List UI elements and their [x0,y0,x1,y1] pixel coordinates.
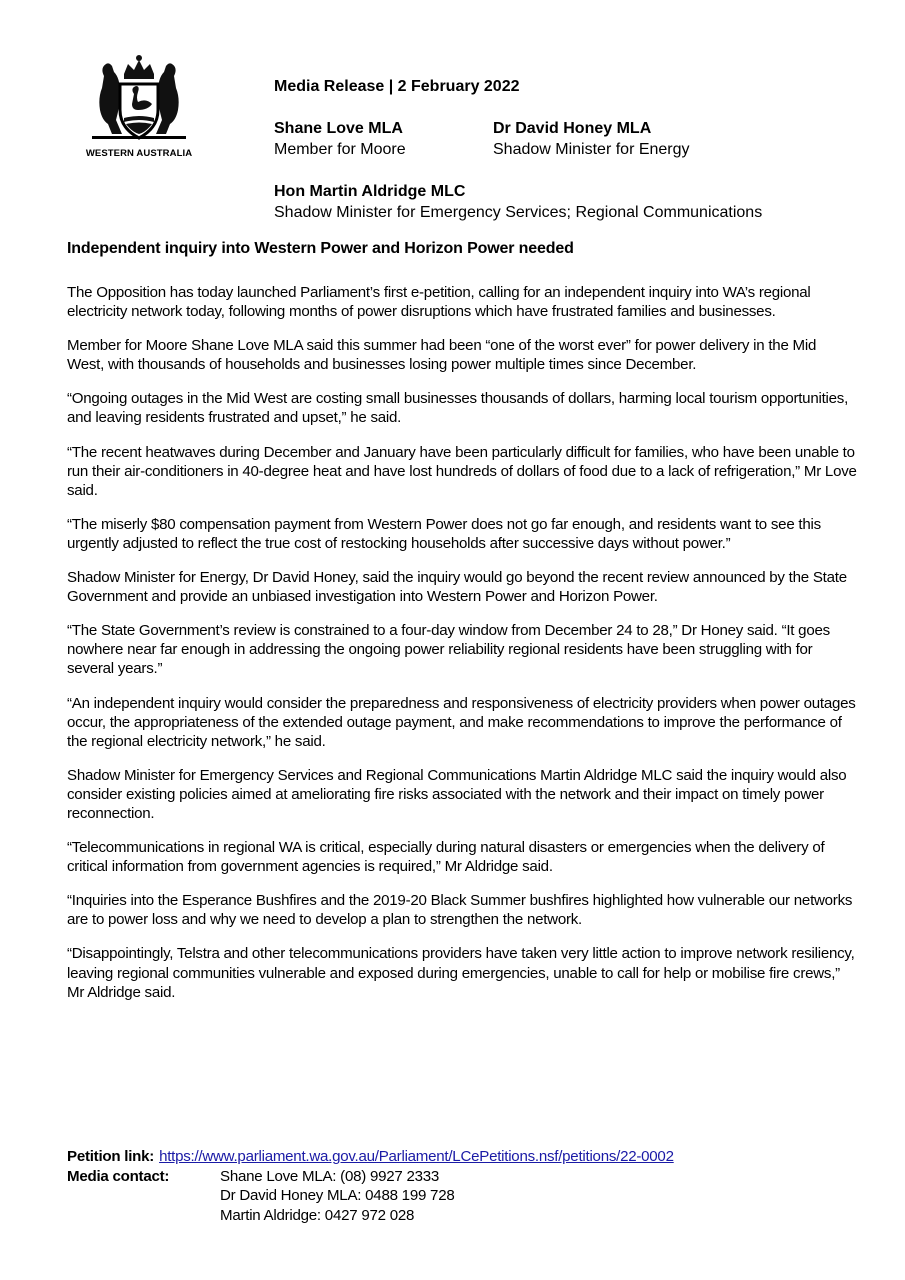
headline: Independent inquiry into Western Power and Horizon Power needed [67,240,574,257]
person-role: Shadow Minister for Energy [493,141,690,158]
paragraph: “Inquiries into the Esperance Bushfires and the 2019-20 Black Summer bushfires highlighted how vulnerable our networks are to power loss and why we need to develop a plan to strengthen the network. [67,892,853,929]
person-name: Shane Love MLA [274,120,403,137]
petition-row [67,1147,674,1167]
article-body [67,283,857,1017]
person-role: Shadow Minister for Emergency Services; Regional Communications [274,204,763,221]
paragraph: “An independent inquiry would consider the preparedness and responsiveness of electricity providers when power outages occur, the appropriateness of the extended outage payment, and make recommendations to improve the performance of the regional electricity network,” he said. [67,694,856,750]
person-shane-love [274,118,406,160]
person-name: Dr David Honey MLA [493,120,652,137]
release-line: Media Release | 2 February 2022 [274,78,520,95]
paragraph: “Disappointingly, Telstra and other telecommunications providers have taken very little action to improve network resiliency, leaving regional communities vulnerable and exposed during emergencies, unable to call for help or mobilise fire crews,” Mr Aldridge said. [67,945,855,1001]
person-role: Member for Moore [274,141,406,158]
petition-label: Petition link: [67,1148,155,1165]
petition-link[interactable]: https://www.parliament.wa.gov.au/Parliament/LCePetitions.nsf/petitions/22-0002 [159,1148,674,1165]
person-name: Hon Martin Aldridge MLC [274,183,466,200]
paragraph: The Opposition has today launched Parliament’s first e-petition, calling for an independent inquiry into WA’s regional electricity network today, following months of power disruptions which have frustrated families and businesses. [67,284,811,321]
media-contact-label: Media contact: [67,1167,170,1185]
contact-item: Dr David Honey MLA: 0488 199 728 [220,1187,455,1204]
person-david-honey [493,118,690,160]
release-footer [67,1147,674,1224]
paragraph: “Telecommunications in regional WA is critical, especially during natural disasters or emergencies when the delivery of critical information from government agencies is required,” Mr Aldridge said. [67,839,825,876]
wa-crest [74,52,204,162]
paragraph: Shadow Minister for Energy, Dr David Honey, said the inquiry would go beyond the recent review announced by the State Government and provide an unbiased investigation into Western Power and Horizon Power. [67,569,847,606]
paragraph: “The recent heatwaves during December and January have been particularly difficult for families, who have been unable to run their air-conditioners in 40-degree heat and have lost hundreds of dollars of food due to a lack of refrigeration,” Mr Love said. [67,443,857,499]
paragraph: “The miserly $80 compensation payment from Western Power does not go far enough, and residents want to see this urgently adjusted to reflect the true cost of restocking households after successive days without power.” [67,515,821,552]
person-martin-aldridge [274,181,762,223]
paragraph: Shadow Minister for Emergency Services and Regional Communications Martin Aldridge MLC said the inquiry would also consider existing policies aimed at ameliorating fire risks associated with the network and their impact on timely power reconnection. [67,766,847,822]
contact-item: Shane Love MLA: (08) 9927 2333 [220,1167,440,1185]
paragraph: “The State Government’s review is constrained to a four-day window from December 24 to 28,” Dr Honey said. “It goes nowhere near far enough in addressing the ongoing power reliability regional residents have been struggling with for several years.” [67,622,830,678]
paragraph: “Ongoing outages in the Mid West are costing small businesses thousands of dollars, harming local tourism opportunities, and leaving residents frustrated and upset,” he said. [67,390,849,427]
paragraph: Member for Moore Shane Love MLA said this summer had been “one of the worst ever” for power delivery in the Mid West, with thousands of households and businesses losing power multiple times since December. [67,337,817,374]
contact-item: Martin Aldridge: 0427 972 028 [220,1206,415,1224]
media-contacts [220,1167,620,1226]
coat-of-arms-icon [84,52,194,144]
crest-label: WESTERN AUSTRALIA [85,148,193,159]
